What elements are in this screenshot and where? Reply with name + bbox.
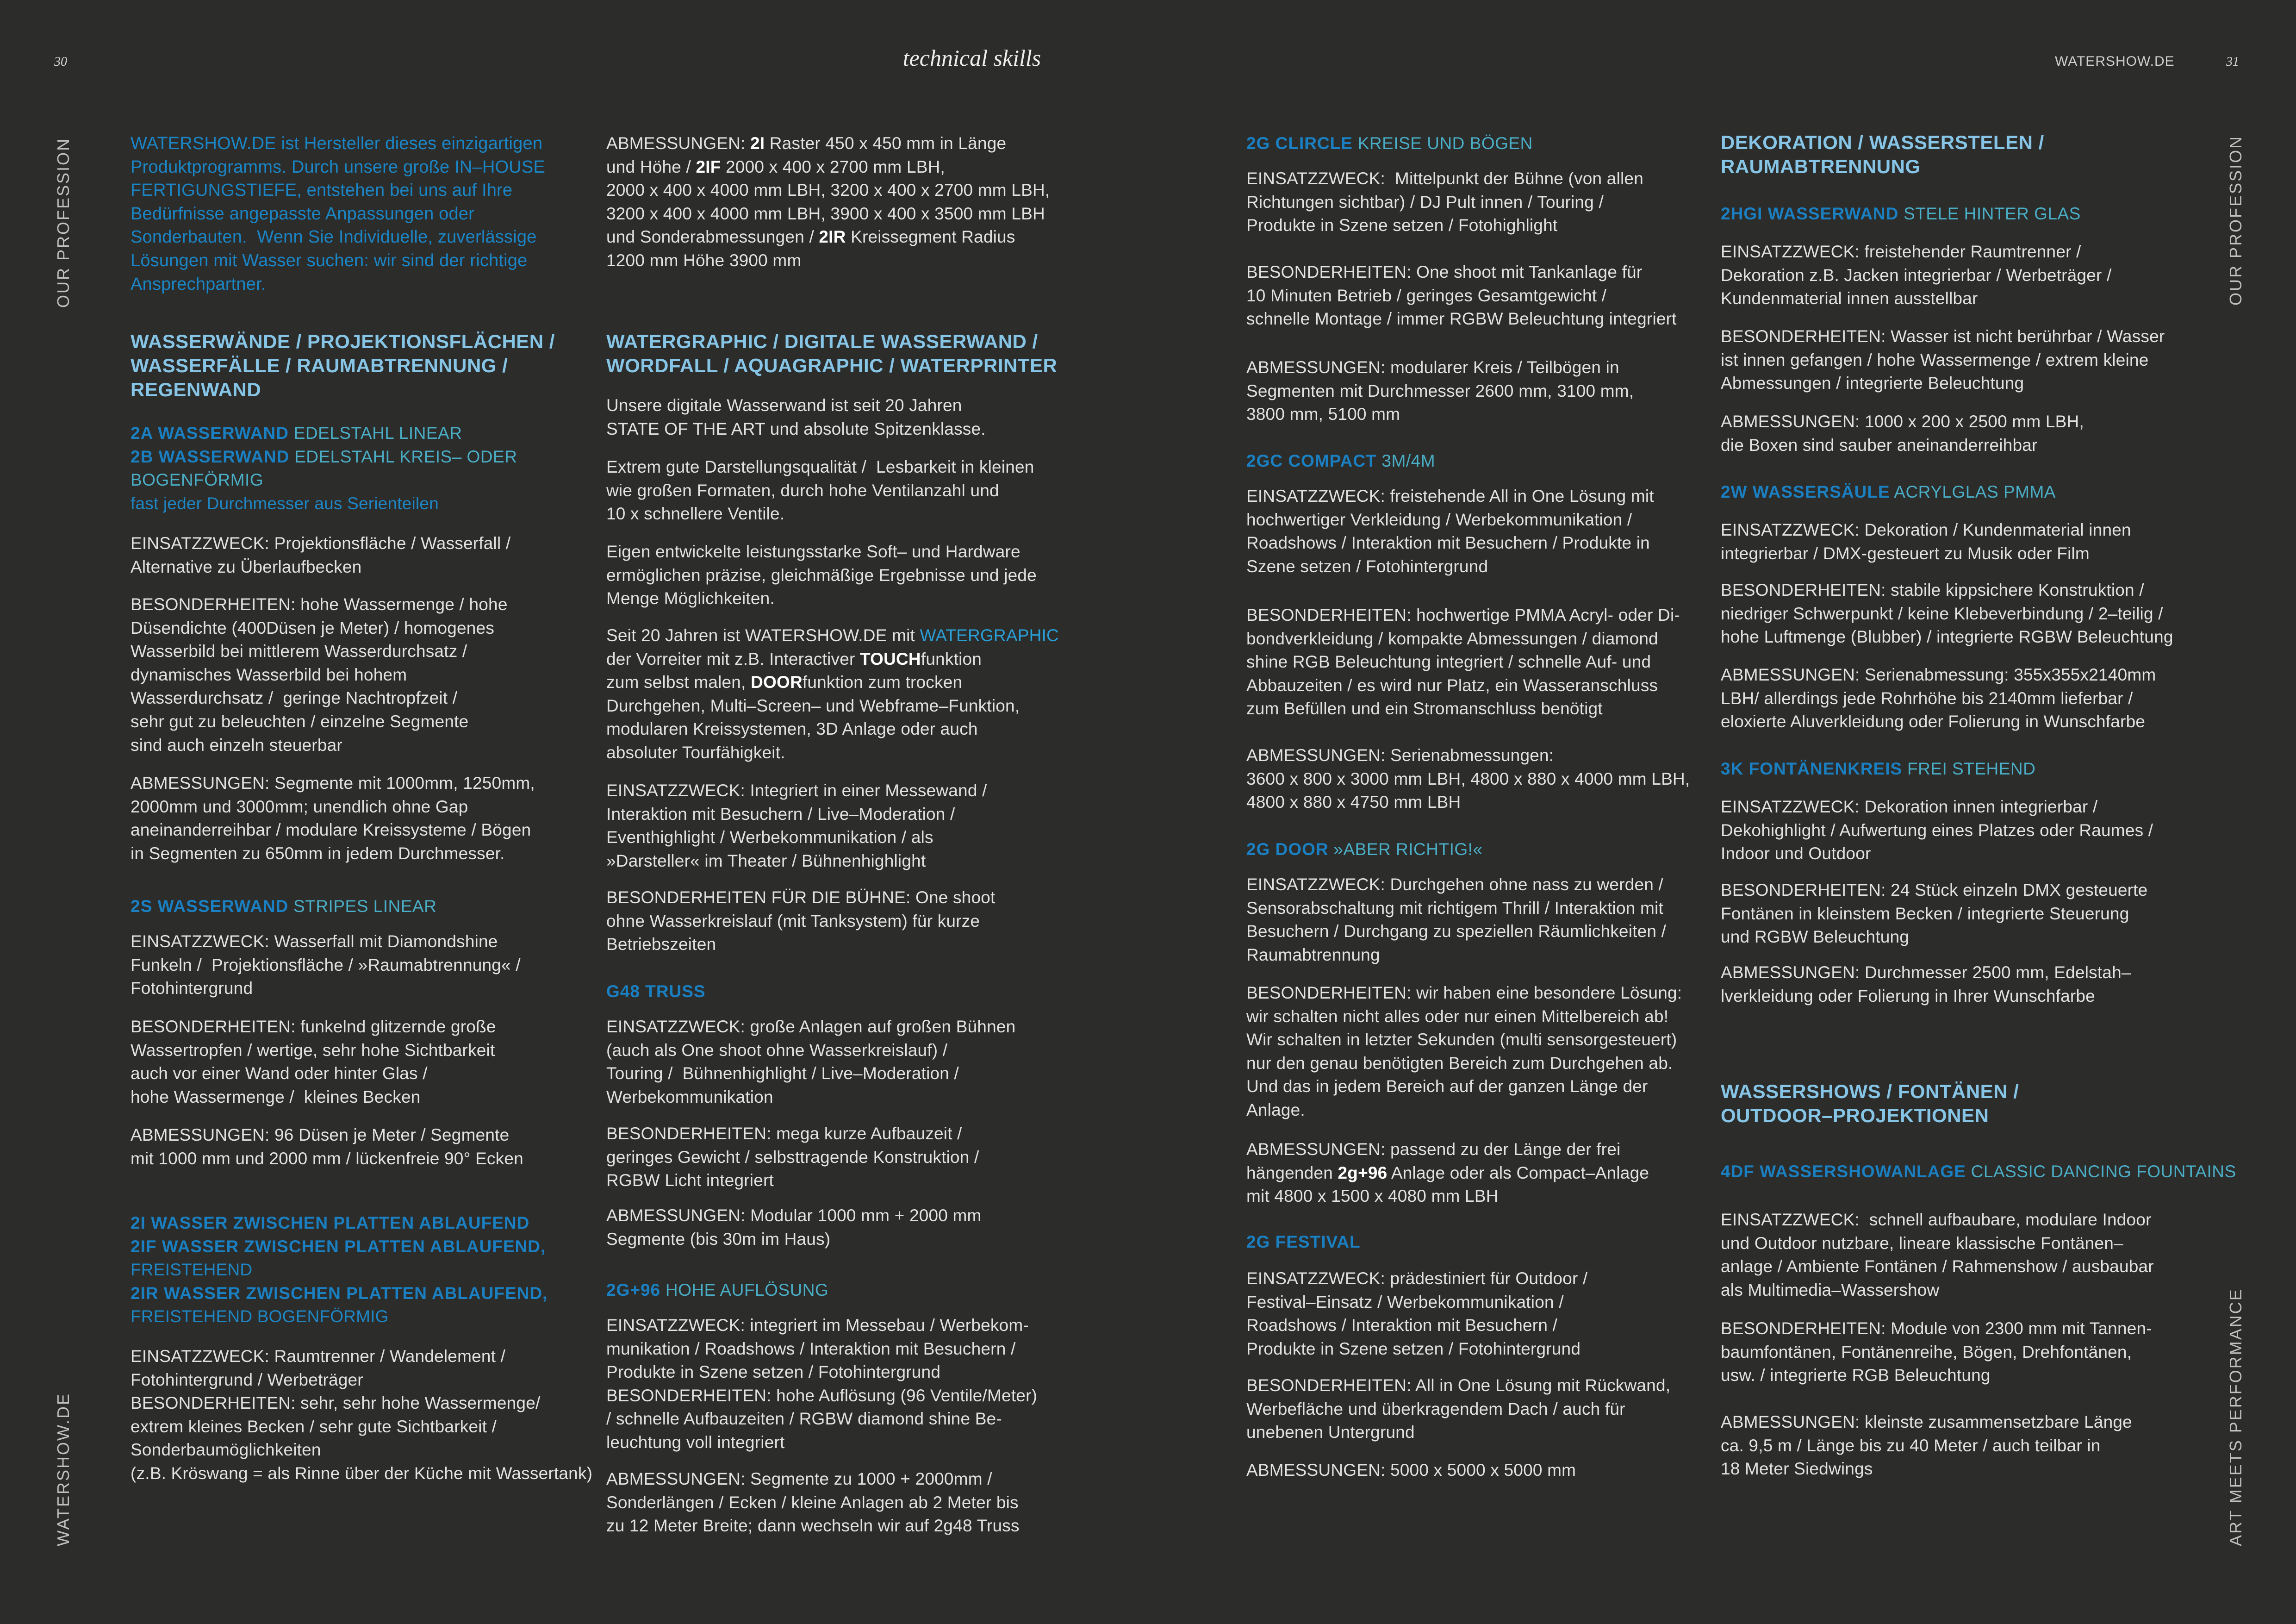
abmessungen-2w: ABMESSUNGEN: Serienabmessung: 355x355x2140mm LBH/ allerdings jede Rohrhöhe bis 2140mm lieferbar / eloxierte Aluverkleidung oder Folierung in Wunschfarbe — [1721, 665, 2156, 731]
abmessungen-2i — [606, 132, 1050, 273]
abmessungen-g48: ABMESSUNGEN: Modular 1000 mm + 2000 mm Segmente (bis 30m im Haus) — [606, 1206, 982, 1249]
abmessungen-4df: ABMESSUNGEN: kleinste zusammensetzbare Länge ca. 9,5 m / Länge bis zu 40 Meter / auch teilbar in 18 Meter Siedwings — [1721, 1412, 2132, 1479]
side-label-right-top: OUR PROFESSION — [2226, 135, 2245, 306]
product-subheading-2s — [131, 895, 436, 918]
styled-text-run: HOHE AUFLÖSUNG — [660, 1280, 829, 1299]
abmessungen-festival: ABMESSUNGEN: 5000 x 5000 x 5000 mm — [1246, 1461, 1576, 1480]
text-run: 2000 x 400 x 2700 mm LBH, 2000 x 400 x 4000 mm LBH, 3200 x 400 x 2700 mm LBH, 3200 x 400 x 4000 mm LBH, 3900 x 400 x 3500 mm LBH und Sonderabmessungen / — [606, 157, 1050, 247]
besonderheiten-2s: BESONDERHEITEN: funkelnd glitzernde große Wassertropfen / wertige, sehr hohe Sichtbarkeit auch vor einer Wand oder hinter Glas / hohe Wassermenge / kleines Becken — [131, 1017, 496, 1106]
section-heading-watergraphic: WATERGRAPHIC / DIGITALE WASSERWAND / WORDFALL / AQUAGRAPHIC / WATERPRINTER — [606, 331, 1058, 376]
page-number-left: 30 — [54, 55, 67, 69]
text-run: Kreissegment Radius 1200 mm Höhe 3900 mm — [606, 227, 1015, 270]
styled-text-run: CLASSIC DANCING FOUNTAINS — [1966, 1162, 2236, 1181]
product-subheading-4df — [1721, 1160, 2236, 1184]
styled-text-run: FREI STEHEND — [1902, 759, 2036, 778]
product-subheading-3k — [1721, 757, 2035, 781]
abmessungen-3k: ABMESSUNGEN: Durchmesser 2500 mm, Edelstah– lverkleidung oder Folierung in Ihrer Wunschfarbe — [1721, 963, 2131, 1006]
text-run: Anlage oder als Compact–Anlage mit 4800 x 1500 x 4080 mm LBH — [1246, 1163, 1649, 1206]
besonderheiten-festival: BESONDERHEITEN: All in One Lösung mit Rückwand, Werbefläche und überkragendem Dach / auch für unebenen Untergrund — [1246, 1376, 1671, 1442]
abmessungen-2a: ABMESSUNGEN: Segmente mit 1000mm, 1250mm, 2000mm und 3000mm; unendlich ohne Gap aneinanderreihbar / modulare Kreissysteme / Bögen in Segmenten zu 650mm in jedem Durchmesser. — [131, 774, 535, 863]
text-run: Seit 20 Jahren ist WATERSHOW.DE mit — [606, 626, 920, 645]
bold-text-run: TOUCH — [859, 649, 921, 668]
styled-text-run: FREISTEHEND — [131, 1260, 253, 1280]
side-label-left-top: OUR PROFESSION — [54, 137, 73, 308]
watergraphic-paragraph-3: Eigen entwickelte leistungsstarke Soft– und Hardware ermöglichen präzise, gleichmäßige Ergebnisse und jede Menge Möglichkeiten. — [606, 542, 1037, 608]
einsatzzweck-2s: EINSATZZWECK: Wasserfall mit Diamondshine Funkeln / Projektionsfläche / »Raumabtrennung« / Fotohintergrund — [131, 932, 521, 998]
styled-text-run: 2A WASSERWAND — [131, 424, 289, 443]
einsatzzweck-festival: EINSATZZWECK: prädestiniert für Outdoor / Festival–Einsatz / Werbekommunikation / Roadshows / Interaktion mit Besuchern / Produkte in Szene setzen / Fotohintergrund — [1246, 1269, 1588, 1358]
styled-text-run: 2B WASSERWAND — [131, 447, 290, 466]
einsatzzweck-2i: EINSATZZWECK: Raumtrenner / Wandelement / Fotohintergrund / Werbeträger BESONDERHEITEN: sehr, sehr hohe Wassermenge/ extrem kleines Becken / sehr gute Sichtbarkeit / Sonderbaumöglichkeiten (z.B. Kröswang = als Rinne über der Küche mit Wassertank) — [131, 1347, 593, 1483]
product-subheading-circle — [1246, 132, 1533, 156]
text-run: Raster 450 x 450 mm in Länge und Höhe / — [606, 134, 1007, 176]
text-run: funktion zum trocken Durchgehen, Multi–Screen– und Webframe–Funktion, modularen Kreissystemen, 3D Anlage oder auch absoluter Tourfähigkeit. — [606, 673, 1020, 762]
einsatzzweck-2w: EINSATZZWECK: Dekoration / Kundenmaterial innen integrierbar / DMX-gesteuert zu Musik oder Film — [1721, 520, 2131, 563]
watergraphic-paragraph-1: Unsere digitale Wasserwand ist seit 20 Jahren STATE OF THE ART und absolute Spitzenklasse. — [606, 396, 986, 438]
section-heading-wasserwaende: WASSERWÄNDE / PROJEKTIONSFLÄCHEN / WASSERFÄLLE / RAUMABTRENNUNG / REGENWAND — [131, 331, 555, 400]
einsatzzweck-door: EINSATZZWECK: Durchgehen ohne nass zu werden / Sensorabschaltung mit richtigem Thrill / Interaktion mit Besuchern / Durchgang zu speziellen Räumlichkeiten / Raumabtrennung — [1246, 875, 1667, 964]
styled-text-run: 4DF WASSERSHOWANLAGE — [1721, 1162, 1966, 1181]
styled-text-run: ACRYLGLAS PMMA — [1890, 482, 2056, 501]
einsatzzweck-compact: EINSATZZWECK: freistehende All in One Lösung mit hochwertiger Verkleidung / Werbekommunikation / Roadshows / Interaktion mit Besuchern / Produkte in Szene setzen / Fotohintergrund — [1246, 487, 1654, 576]
besonderheiten-door: BESONDERHEITEN: wir haben eine besondere Lösung: wir schalten nicht alles oder nur einen Mittelbereich ab! Wir schalten in letzter Sekunden (multi sensorgesteuert) nur den genau benötigten Bereich zum Durchgehen ab. Und das in jedem Bereich auf der ganzen Länge der Anlage. — [1246, 983, 1682, 1119]
side-label-right-bottom: ART MEETS PERFORMANCE — [2226, 1288, 2245, 1546]
product-subheading-2g96 — [606, 1279, 828, 1302]
styled-text-run: EDELSTAHL LINEAR — [293, 424, 462, 443]
styled-text-run: 2I WASSER ZWISCHEN PLATTEN ABLAUFEND 2IF WASSER ZWISCHEN PLATTEN ABLAUFEND, — [131, 1213, 546, 1256]
besonderheiten-4df: BESONDERHEITEN: Module von 2300 mm mit Tannen- baumfontänen, Fontänenreihe, Bögen, Drehfontänen, usw. / integrierte RGB Beleuchtung — [1721, 1319, 2152, 1385]
einsatzzweck-watergraphic: EINSATZZWECK: Integriert in einer Messewand / Interaktion mit Besuchern / Live–Moderation / Eventhighlight / Werbekommunikation / als »Darsteller« im Theater / Bühnenhighlight — [606, 781, 987, 870]
section-heading-dekoration: DEKORATION / WASSERSTELEN / RAUMABTRENNUNG — [1721, 131, 2044, 177]
text-run: der Vorreiter mit z.B. Interactiver — [606, 649, 855, 668]
abmessungen-2s: ABMESSUNGEN: 96 Düsen je Meter / Segmente mit 1000 mm und 2000 mm / lückenfreie 90° Ecken — [131, 1125, 523, 1168]
product-subheading-compact — [1246, 450, 1435, 473]
styled-text-run: 3M/4M — [1376, 451, 1436, 470]
text-run: ABMESSUNGEN: passend zu der Länge der frei hängenden — [1246, 1140, 1621, 1182]
styled-text-run: WATERGRAPHIC — [920, 626, 1059, 645]
einsatzzweck-4df: EINSATZZWECK: schnell aufbaubare, modulare Indoor und Outdoor nutzbare, lineare klassische Fontänen– anlage / Ambiente Fontänen / Rahmenshow / ausbaubar als Multimedia–Wassershow — [1721, 1210, 2154, 1299]
styled-text-run: STELE HINTER GLAS — [1898, 204, 2081, 223]
text-run: funktion zum selbst malen, — [606, 649, 982, 692]
brand-header: WATERSHOW.DE — [2055, 54, 2175, 69]
styled-text-run: 2HGI WASSERWAND — [1721, 204, 1899, 223]
einsatzzweck-2hgi: EINSATZZWECK: freistehender Raumtrenner / Dekoration z.B. Jacken integrierbar / Werbeträger / Kundenmaterial innen ausstellbar — [1721, 242, 2112, 308]
page-title: technical skills — [902, 45, 1041, 71]
text-run: ABMESSUNGEN: — [606, 134, 750, 153]
section-heading-wassershows: WASSERSHOWS / FONTÄNEN / OUTDOOR–PROJEKTIONEN — [1721, 1081, 2019, 1126]
page-number-right: 31 — [2226, 55, 2239, 69]
bold-text-run: 2g+96 — [1338, 1163, 1388, 1182]
product-subheading-2w — [1721, 481, 2056, 504]
styled-text-run: 2G DOOR — [1246, 840, 1329, 859]
besonderheiten-2a: BESONDERHEITEN: hohe Wassermenge / hohe Düsendichte (400Düsen je Meter) / homogenes Wasserbild bei mittlerem Wasserdurchsatz / dynamisches Wasserbild bei hohem Wasserdurchsatz / geringe Nachtropfzeit / sehr gut zu beleuchten / einzelne Segmente sind auch einzeln steuerbar — [131, 595, 508, 755]
bold-text-run: 2IF — [696, 157, 721, 176]
einsatzzweck-g48: EINSATZZWECK: große Anlagen auf großen Bühnen (auch als One shoot ohne Wasserkreislauf) / Touring / Bühnenhighlight / Live–Moderation / Werbekommunikation — [606, 1017, 1016, 1106]
product-subheading-festival — [1246, 1230, 1361, 1254]
besonderheiten-2hgi: BESONDERHEITEN: Wasser ist nicht berührbar / Wasser ist innen gefangen / hohe Wassermenge / extrem kleine Abmessungen / integrierte Beleuchtung — [1721, 327, 2165, 393]
einsatzzweck-2a: EINSATZZWECK: Projektionsfläche / Wasserfall / Alternative zu Überlaufbecken — [131, 534, 511, 576]
product-subheading-2i — [131, 1212, 548, 1329]
styled-text-run: 2G+96 — [606, 1280, 661, 1299]
abmessungen-2g96: ABMESSUNGEN: Segmente zu 1000 + 2000mm / Sonderlängen / Ecken / kleine Anlagen ab 2 Meter bis zu 12 Meter Breite; dann wechseln wir auf 2g48 Truss — [606, 1469, 1020, 1536]
styled-text-run: 2S WASSERWAND — [131, 897, 289, 916]
styled-text-run: 2GC COMPACT — [1246, 451, 1377, 470]
product-subheading-g48 — [606, 980, 706, 1004]
einsatzzweck-2g96: EINSATZZWECK: integriert im Messebau / Werbekom- munikation / Roadshows / Interaktion mit Besuchern / Produkte in Szene setzen / Fotohintergrund BESONDERHEITEN: hohe Auflösung (96 Ventile/Meter) / schnelle Aufbauzeiten / RGBW diamond shine Be- leuchtung voll integriert — [606, 1316, 1038, 1452]
watergraphic-paragraph-2: Extrem gute Darstellungsqualität / Lesbarkeit in kleinen wie großen Formaten, durch hohe Ventilanzahl und 10 x schnellere Ventile. — [606, 457, 1034, 524]
side-label-left-bottom: WATERSHOW.DE — [54, 1393, 73, 1546]
besonderheiten-buehne: BESONDERHEITEN FÜR DIE BÜHNE: One shoot ohne Wasserkreislauf (mit Tanksystem) für kurze Betriebszeiten — [606, 888, 996, 954]
abmessungen-2hgi: ABMESSUNGEN: 1000 x 200 x 2500 mm LBH, die Boxen sind sauber aneinanderreihbar — [1721, 412, 2084, 455]
product-subheading-2hgi — [1721, 202, 2081, 226]
abmessungen-compact: ABMESSUNGEN: Serienabmessungen: 3600 x 800 x 3000 mm LBH, 4800 x 880 x 4000 mm LBH, 4800 x 880 x 4750 mm LBH — [1246, 746, 1690, 812]
styled-text-run: 3K FONTÄNENKREIS — [1721, 759, 1903, 778]
watergraphic-paragraph-4 — [606, 624, 1059, 765]
styled-text-run: EDELSTAHL KREIS– ODER BOGENFÖRMIG — [131, 447, 517, 490]
styled-text-run: 2G FESTIVAL — [1246, 1232, 1361, 1251]
abmessungen-door — [1246, 1138, 1649, 1208]
besonderheiten-g48: BESONDERHEITEN: mega kurze Aufbauzeit / geringes Gewicht / selbsttragende Konstruktion / RGBW Licht integriert — [606, 1124, 979, 1190]
product-subheading-door — [1246, 838, 1483, 862]
styled-text-run: »ABER RICHTIG!« — [1328, 840, 1483, 859]
styled-text-run: FREISTEHEND BOGENFÖRMIG — [131, 1307, 389, 1326]
besonderheiten-2w: BESONDERHEITEN: stabile kippsichere Konstruktion / niedriger Schwerpunkt / keine Klebeverbindung / 2–teilig / hohe Luftmenge (Blubber) / integrierte RGBW Beleuchtung — [1721, 581, 2173, 647]
styled-text-run: 2IR WASSER ZWISCHEN PLATTEN ABLAUFEND, — [131, 1283, 548, 1303]
besonderheiten-circle: BESONDERHEITEN: One shoot mit Tankanlage für 10 Minuten Betrieb / geringes Gesamtgewicht / schnelle Montage / immer RGBW Beleuchtung integriert — [1246, 262, 1677, 329]
styled-text-run: KREISE UND BÖGEN — [1352, 134, 1533, 153]
abmessungen-circle: ABMESSUNGEN: modularer Kreis / Teilbögen in Segmenten mit Durchmesser 2600 mm, 3100 mm, 3800 mm, 5100 mm — [1246, 358, 1634, 424]
bold-text-run: 2I — [750, 134, 765, 153]
bold-text-run: DOOR — [751, 673, 803, 692]
product-subheading-2a-2b — [131, 422, 517, 515]
styled-text-run: 2G CLIRCLE — [1246, 134, 1353, 153]
styled-text-run: 2W WASSERSÄULE — [1721, 482, 1890, 501]
intro-paragraph: WATERSHOW.DE ist Hersteller dieses einzigartigen Produktprogramms. Durch unsere große IN–HOUSE FERTIGUNGSTIEFE, entstehen bei uns auf Ihre Bedürfnisse angepasste Anpassungen oder Sonderbauten. Wenn Sie Individuelle, zuverlässige Lösungen mit Wasser suchen: wir sind der richtige Ansprechpartner. — [131, 134, 545, 294]
einsatzzweck-circle: EINSATZZWECK: Mittelpunkt der Bühne (von allen Richtungen sichtbar) / DJ Pult innen / Touring / Produkte in Szene setzen / Fotohighlight — [1246, 169, 1643, 235]
styled-text-run: STRIPES LINEAR — [288, 897, 437, 916]
styled-text-run: G48 TRUSS — [606, 982, 706, 1001]
bold-text-run: 2IR — [819, 227, 846, 247]
styled-text-run: fast jeder Durchmesser aus Serienteilen — [131, 493, 439, 513]
besonderheiten-3k: BESONDERHEITEN: 24 Stück einzeln DMX gesteuerte Fontänen in kleinstem Becken / integrierte Steuerung und RGBW Beleuchtung — [1721, 881, 2148, 947]
einsatzzweck-3k: EINSATZZWECK: Dekoration innen integrierbar / Dekohighlight / Aufwertung eines Platzes oder Raumes / Indoor und Outdoor — [1721, 797, 2153, 863]
besonderheiten-compact: BESONDERHEITEN: hochwertige PMMA Acryl- oder Di- bondverkleidung / kompakte Abmessungen / diamond shine RGB Beleuchtung integriert / schnelle Auf- und Abbauzeiten / es wird nur Platz, ein Wasseranschluss zum Befüllen und ein Stromanschluss benötigt — [1246, 606, 1680, 718]
